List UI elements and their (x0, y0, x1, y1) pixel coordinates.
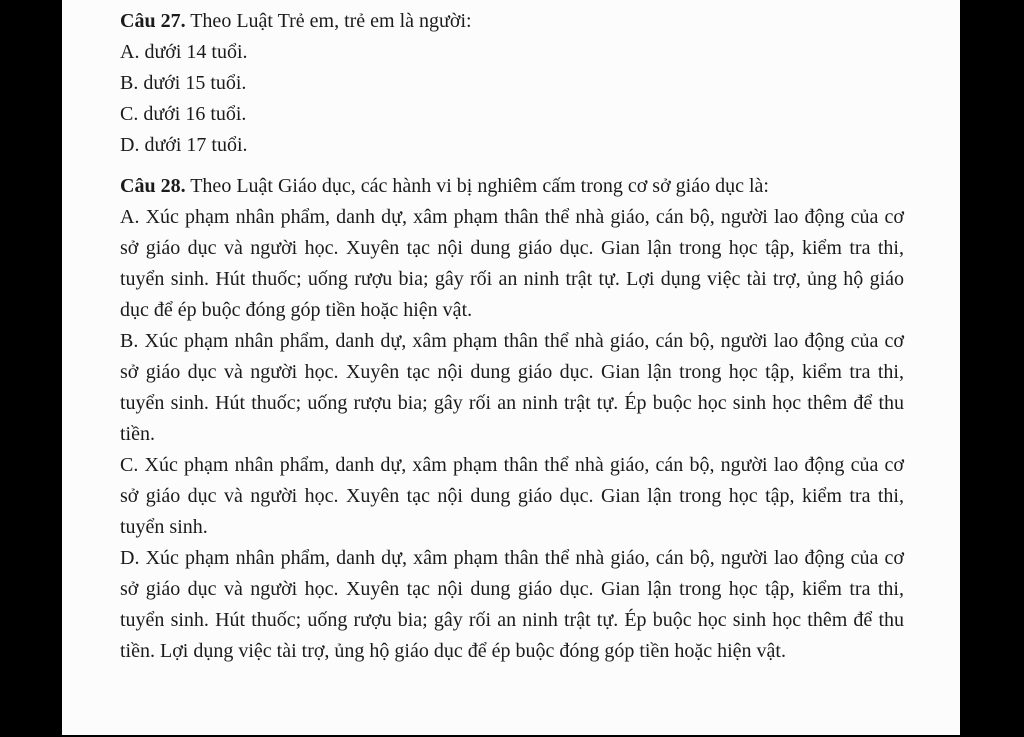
question-number: Câu 27. (120, 10, 186, 32)
question-28 (120, 171, 904, 667)
option-a: A. dưới 14 tuổi. (120, 41, 248, 63)
option-b: B. dưới 15 tuổi. (120, 72, 247, 94)
question-text: Theo Luật Giáo dục, các hành vi bị nghiêm cấm trong cơ sở giáo dục là: (190, 175, 769, 197)
option-d: D. Xúc phạm nhân phẩm, danh dự, xâm phạm thân thể nhà giáo, cán bộ, người lao động của cơ sở giáo dục và người học. Xuyên tạc nội dung giáo dục. Gian lận trong học tập, kiểm tra thi, tuyển sinh. Hút thuốc; uống rượu bia; gây rối an ninh trật tự. Ép buộc học sinh học thêm để thu tiền. Lợi dụng việc tài trợ, ủng hộ giáo dục để ép buộc đóng góp tiền hoặc hiện vật. (120, 547, 904, 662)
option-c: C. Xúc phạm nhân phẩm, danh dự, xâm phạm thân thể nhà giáo, cán bộ, người lao động của cơ sở giáo dục và người học. Xuyên tạc nội dung giáo dục. Gian lận trong học tập, kiểm tra thi, tuyển sinh. (120, 454, 904, 538)
option-c: C. dưới 16 tuổi. (120, 103, 247, 125)
question-text: Theo Luật Trẻ em, trẻ em là người: (190, 10, 472, 32)
option-a: A. Xúc phạm nhân phẩm, danh dự, xâm phạm thân thể nhà giáo, cán bộ, người lao động của cơ sở giáo dục và người học. Xuyên tạc nội dung giáo dục. Gian lận trong học tập, kiểm tra thi, tuyển sinh. Hút thuốc; uống rượu bia; gây rối an ninh trật tự. Lợi dụng việc tài trợ, ủng hộ giáo dục để ép buộc đóng góp tiền hoặc hiện vật. (120, 206, 904, 321)
option-b: B. Xúc phạm nhân phẩm, danh dự, xâm phạm thân thể nhà giáo, cán bộ, người lao động của cơ sở giáo dục và người học. Xuyên tạc nội dung giáo dục. Gian lận trong học tập, kiểm tra thi, tuyển sinh. Hút thuốc; uống rượu bia; gây rối an ninh trật tự. Ép buộc học sinh học thêm để thu tiền. (120, 330, 904, 445)
document-content (120, 6, 904, 667)
document-page (62, 0, 960, 735)
question-27 (120, 6, 904, 161)
question-stem (120, 171, 904, 202)
option-d: D. dưới 17 tuổi. (120, 134, 248, 156)
question-number: Câu 28. (120, 175, 186, 197)
question-stem (120, 6, 904, 37)
